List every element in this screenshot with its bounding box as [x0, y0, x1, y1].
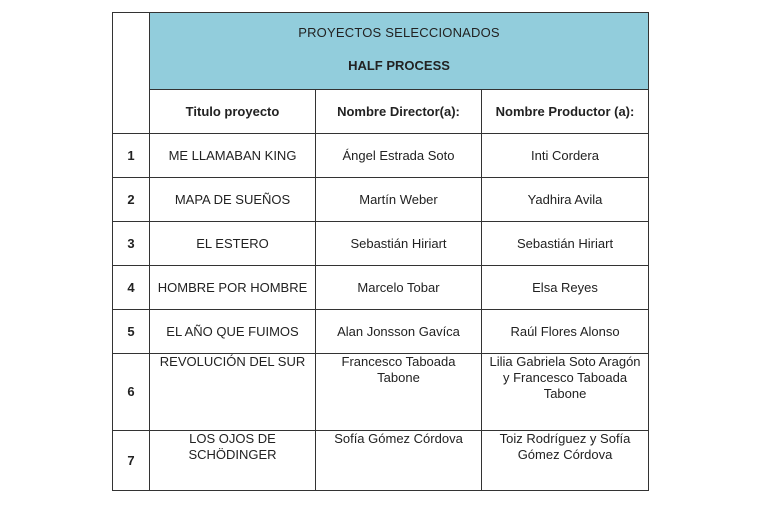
banner-subtitle: HALF PROCESS	[348, 58, 450, 73]
table-row	[113, 222, 649, 266]
producer-name: Inti Cordera	[482, 134, 649, 178]
table-row	[113, 354, 649, 431]
director-name: Marcelo Tobar	[316, 266, 482, 310]
table-row	[113, 134, 649, 178]
director-name: Francesco Taboada Tabone	[316, 354, 482, 431]
row-number: 7	[113, 431, 150, 491]
table-row	[113, 266, 649, 310]
table-corner-cell	[113, 13, 150, 134]
project-title: MAPA DE SUEÑOS	[150, 178, 316, 222]
director-name: Martín Weber	[316, 178, 482, 222]
banner-title: PROYECTOS SELECCIONADOS	[298, 25, 500, 40]
producer-name: Toiz Rodríguez y Sofía Gómez Córdova	[482, 431, 649, 491]
table-row	[113, 431, 649, 491]
row-number: 5	[113, 310, 150, 354]
table-banner	[150, 13, 649, 90]
row-number: 3	[113, 222, 150, 266]
table-row	[113, 310, 649, 354]
project-title: ME LLAMABAN KING	[150, 134, 316, 178]
project-title: EL ESTERO	[150, 222, 316, 266]
row-number: 4	[113, 266, 150, 310]
row-number: 2	[113, 178, 150, 222]
director-name: Alan Jonsson Gavíca	[316, 310, 482, 354]
director-name: Ángel Estrada Soto	[316, 134, 482, 178]
column-header-producer: Nombre Productor (a):	[482, 90, 649, 134]
project-title: EL AÑO QUE FUIMOS	[150, 310, 316, 354]
project-title: REVOLUCIÓN DEL SUR	[150, 354, 316, 431]
director-name: Sofía Gómez Córdova	[316, 431, 482, 491]
producer-name: Lilia Gabriela Soto Aragón y Francesco Taboada Tabone	[482, 354, 649, 431]
column-header-director: Nombre Director(a):	[316, 90, 482, 134]
project-title: HOMBRE POR HOMBRE	[150, 266, 316, 310]
producer-name: Elsa Reyes	[482, 266, 649, 310]
project-title: LOS OJOS DE SCHÖDINGER	[150, 431, 316, 491]
director-name: Sebastián Hiriart	[316, 222, 482, 266]
selected-projects-table	[112, 12, 649, 491]
row-number: 6	[113, 354, 150, 431]
producer-name: Yadhira Avila	[482, 178, 649, 222]
table-row	[113, 178, 649, 222]
producer-name: Sebastián Hiriart	[482, 222, 649, 266]
row-number: 1	[113, 134, 150, 178]
column-header-title: Titulo proyecto	[150, 90, 316, 134]
producer-name: Raúl Flores Alonso	[482, 310, 649, 354]
